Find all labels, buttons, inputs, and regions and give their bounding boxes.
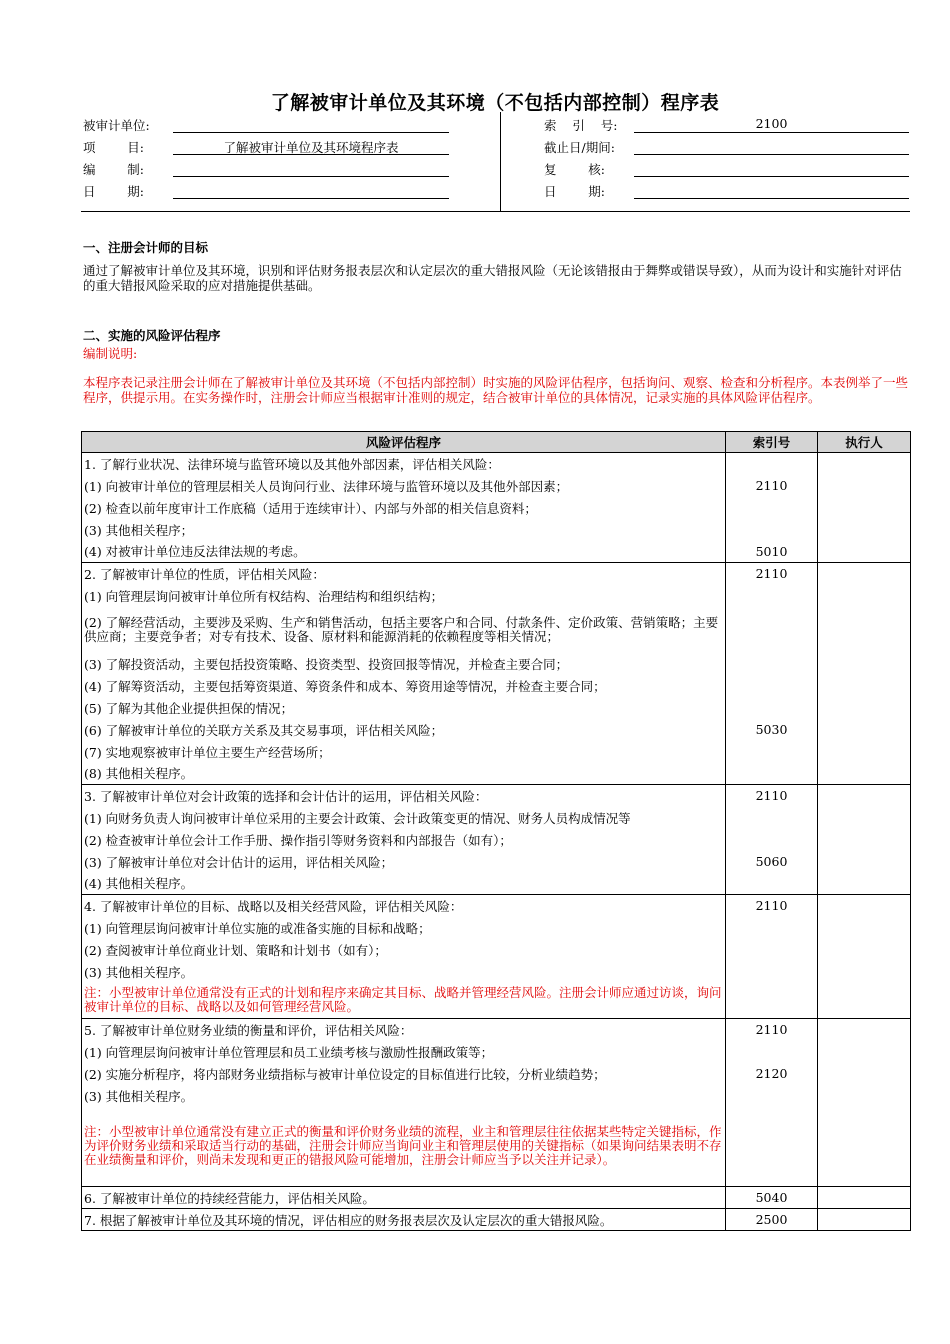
table-row <box>82 741 911 763</box>
index-ref[interactable] <box>726 917 818 939</box>
procedure-text: (3) 其他相关程序； <box>82 519 726 541</box>
procedure-text: 2. 了解被审计单位的性质，评估相关风险： <box>82 563 726 585</box>
procedure-text: (1) 向管理层询问被审计单位所有权结构、治理结构和组织结构； <box>82 585 726 607</box>
procedure-text: (2) 了解经营活动，主要涉及采购、生产和销售活动，包括主要客户和合同、付款条件、定价政策、营销策略；主要供应商；主要竞争者；对专有技术、设备、原材料和能源消耗的依赖程度等相关情况； <box>82 607 726 653</box>
index-ref[interactable]: 2110 <box>726 563 818 585</box>
table-row <box>82 541 911 563</box>
table-row <box>82 851 911 873</box>
table-row <box>82 719 911 741</box>
executor-cell[interactable] <box>818 1019 911 1187</box>
index-ref[interactable] <box>726 807 818 829</box>
section1-body: 通过了解被审计单位及其环境，识别和评估财务报表层次和认定层次的重大错报风险（无论该错报由于舞弊或错误导致），从而为设计和实施针对评估的重大错报风险采取的应对措施提供基础。 <box>83 263 902 293</box>
table-row <box>82 763 911 785</box>
label-period: 截止日/期间: <box>544 140 615 155</box>
field-audited-entity[interactable] <box>173 132 449 133</box>
index-ref[interactable]: 5040 <box>726 1187 818 1209</box>
index-ref[interactable]: 5060 <box>726 851 818 873</box>
index-ref[interactable] <box>726 585 818 607</box>
table-row <box>82 563 911 585</box>
table-row <box>82 983 911 1019</box>
table-row <box>82 675 911 697</box>
procedure-text: (3) 其他相关程序。 <box>82 1085 726 1107</box>
procedure-text: 6. 了解被审计单位的持续经营能力，评估相关风险。 <box>82 1187 726 1209</box>
index-ref[interactable] <box>726 675 818 697</box>
procedures-body <box>82 453 911 1231</box>
procedure-text: 3. 了解被审计单位对会计政策的选择和会计估计的运用，评估相关风险： <box>82 785 726 807</box>
table-row <box>82 607 911 653</box>
executor-cell[interactable] <box>818 453 911 563</box>
procedure-text: (3) 了解被审计单位对会计估计的运用，评估相关风险； <box>82 851 726 873</box>
label-project: 项 目: <box>83 140 144 155</box>
procedure-text: (3) 其他相关程序。 <box>82 961 726 983</box>
index-ref[interactable] <box>726 829 818 851</box>
table-row <box>82 1107 911 1187</box>
index-ref[interactable] <box>726 453 818 475</box>
procedure-text: (4) 其他相关程序。 <box>82 873 726 895</box>
field-index-no[interactable] <box>634 132 909 133</box>
value-project: 了解被审计单位及其环境程序表 <box>223 140 399 155</box>
executor-cell[interactable] <box>818 895 911 1019</box>
page-title: 了解被审计单位及其环境（不包括内部控制）程序表 <box>270 92 720 114</box>
table-row <box>82 1019 911 1041</box>
index-ref[interactable] <box>726 939 818 961</box>
table-row <box>82 1187 911 1209</box>
table-row <box>82 519 911 541</box>
index-ref[interactable]: 2110 <box>726 1019 818 1041</box>
procedure-text: (5) 了解为其他企业提供担保的情况； <box>82 697 726 719</box>
executor-cell[interactable] <box>818 1209 911 1231</box>
field-date-left[interactable] <box>173 198 449 199</box>
table-row <box>82 1041 911 1063</box>
col-header-index: 索引号 <box>726 432 818 453</box>
section2-heading: 二、实施的风险评估程序 <box>83 328 221 343</box>
index-ref[interactable]: 5010 <box>726 541 818 563</box>
label-index-no: 索 引 号: <box>544 118 618 133</box>
table-row <box>82 653 911 675</box>
index-ref[interactable]: 2500 <box>726 1209 818 1231</box>
index-ref[interactable]: 2120 <box>726 1063 818 1085</box>
executor-cell[interactable] <box>818 1187 911 1209</box>
table-row <box>82 1085 911 1107</box>
procedure-note: 注：小型被审计单位通常没有正式的计划和程序来确定其目标、战略并管理经营风险。注册会计师应通过访谈，询问被审计单位的目标、战略以及如何管理经营风险。 <box>82 983 726 1019</box>
index-ref[interactable] <box>726 873 818 895</box>
col-header-procedure: 风险评估程序 <box>82 432 726 453</box>
table-row <box>82 873 911 895</box>
index-ref[interactable] <box>726 1107 818 1187</box>
header-divider <box>500 112 501 212</box>
section2-note: 本程序表记录注册会计师在了解被审计单位及其环境（不包括内部控制）时实施的风险评估程序，包括询问、观察、检查和分析程序。本表例举了一些程序，供提示用。在实务操作时，注册会计师应当根据审计准则的规定，结合被审计单位的具体情况，记录实施的具体风险评估程序。 <box>83 375 909 405</box>
index-ref[interactable] <box>726 983 818 1019</box>
value-index-no: 2100 <box>755 116 788 131</box>
index-ref[interactable] <box>726 741 818 763</box>
procedure-text: 5. 了解被审计单位财务业绩的衡量和评价，评估相关风险： <box>82 1019 726 1041</box>
procedure-text: 1. 了解行业状况、法律环境与监管环境以及其他外部因素，评估相关风险： <box>82 453 726 475</box>
index-ref[interactable] <box>726 653 818 675</box>
procedure-text: (2) 检查以前年度审计工作底稿（适用于连续审计）、内部与外部的相关信息资料； <box>82 497 726 519</box>
table-row <box>82 961 911 983</box>
index-ref[interactable]: 2110 <box>726 785 818 807</box>
table-row <box>82 697 911 719</box>
col-header-executor: 执行人 <box>818 432 911 453</box>
procedure-text: (1) 向管理层询问被审计单位实施的或准备实施的目标和战略； <box>82 917 726 939</box>
procedure-text: (3) 了解投资活动，主要包括投资策略、投资类型、投资回报等情况，并检查主要合同； <box>82 653 726 675</box>
table-row <box>82 585 911 607</box>
table-row <box>82 1209 911 1231</box>
procedures-table <box>81 431 911 1231</box>
index-ref[interactable] <box>726 1041 818 1063</box>
procedure-note: 注：小型被审计单位通常没有建立正式的衡量和评价财务业绩的流程，业主和管理层往往依据某些特定关键指标，作为评价财务业绩和采取适当行动的基础，注册会计师应当询问业主和管理层使用的关键指标（如果询问结果表明不存在业绩衡量和评价，则尚未发现和更正的错报风险可能增加，注册会计师应当予以关注并记录）。 <box>82 1107 726 1187</box>
index-ref[interactable] <box>726 697 818 719</box>
procedure-text: (1) 向财务负责人询问被审计单位采用的主要会计政策、会计政策变更的情况、财务人员构成情况等 <box>82 807 726 829</box>
executor-cell[interactable] <box>818 785 911 895</box>
index-ref[interactable] <box>726 763 818 785</box>
table-row <box>82 497 911 519</box>
table-row <box>82 939 911 961</box>
table-row <box>82 1063 911 1085</box>
index-ref[interactable] <box>726 497 818 519</box>
procedure-text: (6) 了解被审计单位的关联方关系及其交易事项，评估相关风险； <box>82 719 726 741</box>
procedure-text: (2) 检查被审计单位会计工作手册、操作指引等财务资料和内部报告（如有）； <box>82 829 726 851</box>
table-row <box>82 475 911 497</box>
table-row <box>82 895 911 917</box>
field-period[interactable] <box>634 154 909 155</box>
field-prepared-by[interactable] <box>173 176 449 177</box>
procedure-text: 4. 了解被审计单位的目标、战略以及相关经营风险，评估相关风险： <box>82 895 726 917</box>
label-audited-entity: 被审计单位: <box>83 118 150 133</box>
table-row <box>82 829 911 851</box>
index-ref[interactable]: 2110 <box>726 895 818 917</box>
field-reviewer[interactable] <box>634 176 909 177</box>
index-ref[interactable]: 5030 <box>726 719 818 741</box>
executor-cell[interactable] <box>818 563 911 785</box>
procedure-text: (4) 了解筹资活动，主要包括筹资渠道、筹资条件和成本、筹资用途等情况，并检查主要合同； <box>82 675 726 697</box>
procedure-text: (2) 实施分析程序，将内部财务业绩指标与被审计单位设定的目标值进行比较，分析业绩趋势； <box>82 1063 726 1085</box>
index-ref[interactable] <box>726 519 818 541</box>
section1-heading: 一、注册会计师的目标 <box>83 240 209 255</box>
field-date-right[interactable] <box>634 198 909 199</box>
section2-note-label: 编制说明: <box>83 346 138 361</box>
index-ref[interactable] <box>726 1085 818 1107</box>
header-bottom-rule <box>81 211 910 212</box>
procedure-text: (1) 向被审计单位的管理层相关人员询问行业、法律环境与监管环境以及其他外部因素； <box>82 475 726 497</box>
index-ref[interactable] <box>726 607 818 653</box>
table-row <box>82 917 911 939</box>
procedure-text: (7) 实地观察被审计单位主要生产经营场所； <box>82 741 726 763</box>
index-ref[interactable] <box>726 961 818 983</box>
label-date-right: 日 期: <box>544 184 605 199</box>
table-row <box>82 807 911 829</box>
index-ref[interactable]: 2110 <box>726 475 818 497</box>
label-date-left: 日 期: <box>83 184 144 199</box>
label-prepared-by: 编 制: <box>83 162 144 177</box>
procedure-text: (2) 查阅被审计单位商业计划、策略和计划书（如有）； <box>82 939 726 961</box>
procedure-text: (1) 向管理层询问被审计单位管理层和员工业绩考核与激励性报酬政策等； <box>82 1041 726 1063</box>
label-reviewer: 复 核: <box>544 162 605 177</box>
table-row <box>82 453 911 475</box>
procedure-text: (8) 其他相关程序。 <box>82 763 726 785</box>
table-row <box>82 785 911 807</box>
procedure-text: (4) 对被审计单位违反法律法规的考虑。 <box>82 541 726 563</box>
procedure-text: 7. 根据了解被审计单位及其环境的情况，评估相应的财务报表层次及认定层次的重大错报风险。 <box>82 1209 726 1231</box>
